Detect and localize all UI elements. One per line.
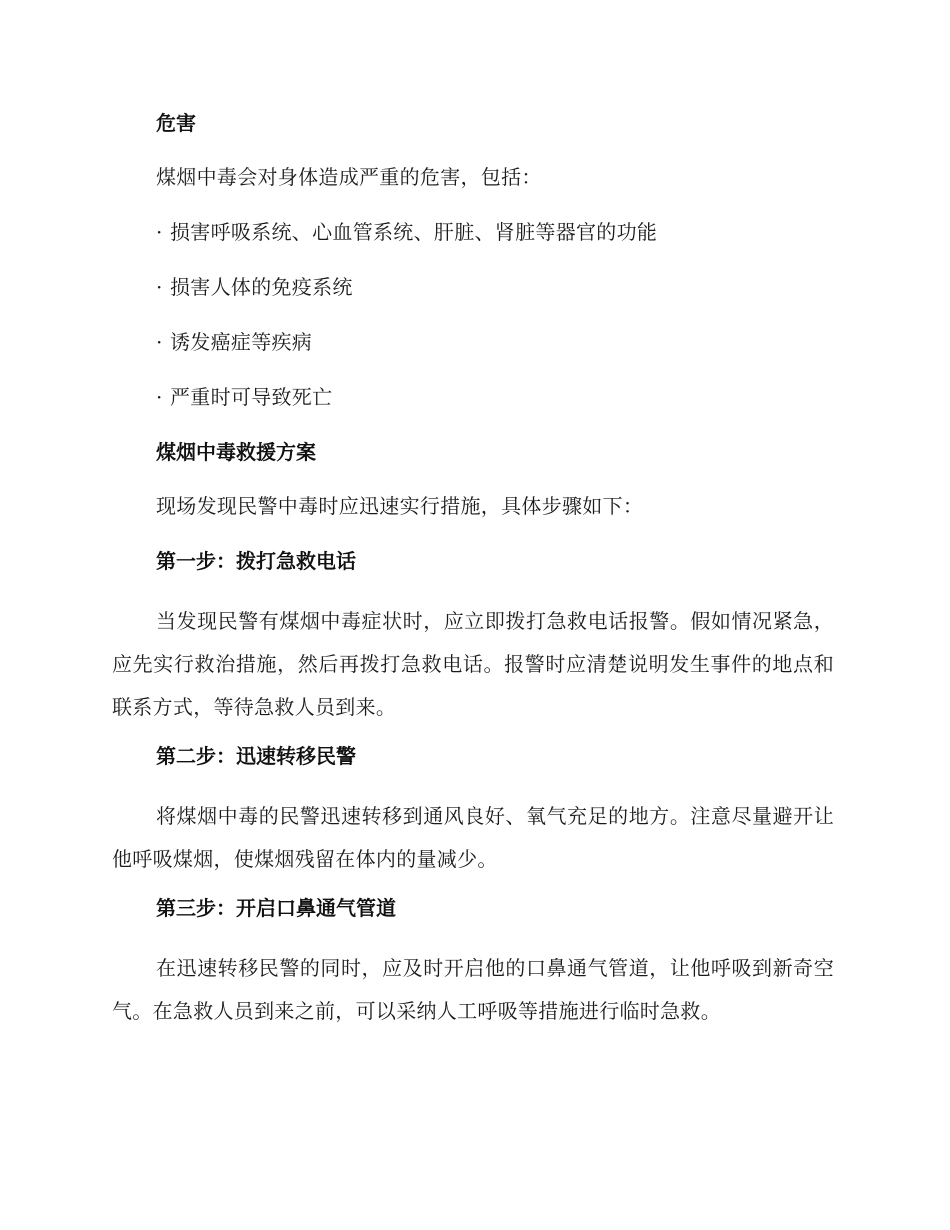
bullet-marker: · [156, 275, 163, 299]
harm-intro: 煤烟中毒会对身体造成严重的危害，包括： [156, 165, 542, 189]
step3-heading: 第三步：开启口鼻通气管道 [156, 896, 396, 920]
harm-bullet-text: 诱发癌症等疾病 [170, 330, 313, 354]
step2-heading: 第二步：迅速转移民警 [156, 744, 356, 768]
harm-bullet-text: 严重时可导致死亡 [170, 385, 333, 409]
harm-bullet-2 [112, 272, 834, 302]
step2-text: 将煤烟中毒的民警迅速转移到通风良好、氧气充足的地方。注意尽量避开让他呼吸煤烟，使煤烟残留在体内的量减少。 [112, 804, 834, 871]
document-page [112, 108, 834, 1045]
step1-heading: 第一步：拨打急救电话 [156, 549, 356, 573]
step1-text: 当发现民警有煤烟中毒症状时，应立即拨打急救电话报警。假如情况紧急，应先实行救治措施，然后再拨打急救电话。报警时应清楚说明发生事件的地点和联系方式，等待急救人员到来。 [112, 609, 834, 719]
harm-bullet-text: 损害呼吸系统、心血管系统、肝脏、肾脏等器官的功能 [170, 220, 658, 244]
harm-bullet-3 [112, 327, 834, 357]
harm-heading: 危害 [156, 111, 196, 135]
step3-text: 在迅速转移民警的同时，应及时开启他的口鼻通气管道，让他呼吸到新奇空气。在急救人员到来之前，可以采纳人工呼吸等措施进行临时急救。 [112, 956, 834, 1023]
bullet-marker: · [156, 330, 163, 354]
bullet-marker: · [156, 220, 163, 244]
rescue-heading: 煤烟中毒救援方案 [156, 440, 316, 464]
harm-bullet-1 [112, 217, 834, 247]
bullet-marker: · [156, 385, 163, 409]
rescue-intro: 现场发现民警中毒时应迅速实行措施，具体步骤如下： [156, 494, 644, 518]
harm-bullet-4 [112, 382, 834, 412]
harm-bullet-text: 损害人体的免疫系统 [170, 275, 353, 299]
